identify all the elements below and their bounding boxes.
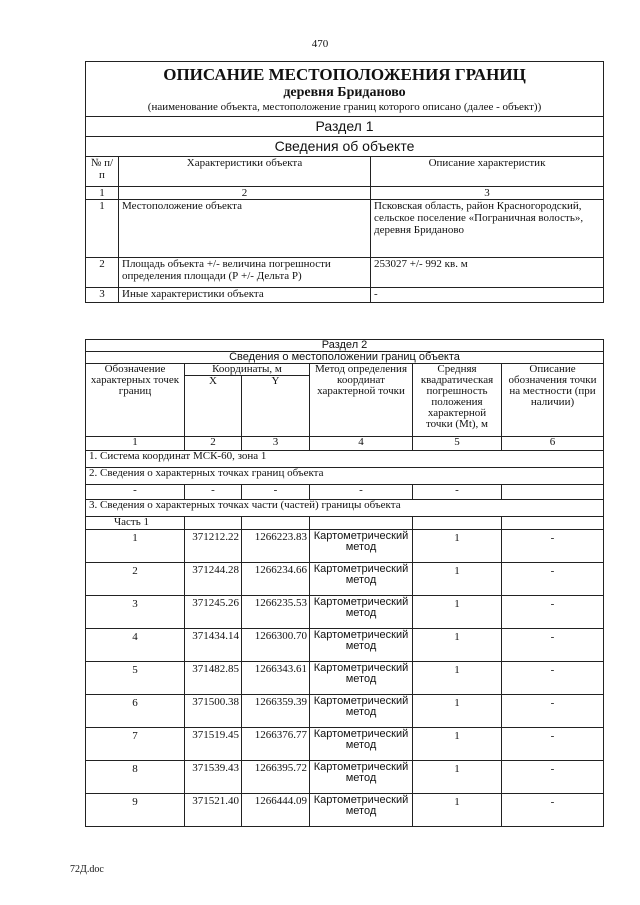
error-cell: 1 [413, 761, 502, 794]
table-row [86, 662, 604, 695]
section2-subtitle: Сведения о местоположении границ объекта [86, 352, 604, 364]
coord-y: 1266359.39 [242, 695, 310, 728]
row-char: Площадь объекта +/- величина погрешности определения площади (Р +/- Дельта Р) [119, 258, 371, 288]
point-number: 6 [86, 695, 185, 728]
row-desc: Псковская область, район Красногородский, сельское поселение «Пограничная волость», деревня Бриданово [371, 200, 604, 258]
coord-y: 1266376.77 [242, 728, 310, 761]
table-row [86, 761, 604, 794]
file-name: 72Д.doc [70, 864, 104, 875]
col-point-header: Обозначение характерных точек границ [86, 364, 185, 437]
index-cell: 6 [502, 437, 604, 451]
method-cell: Картометрический метод [310, 530, 413, 563]
section2-title: Раздел 2 [86, 340, 604, 352]
row-num: 1 [86, 200, 119, 258]
coord-y: 1266395.72 [242, 761, 310, 794]
row-desc: 253027 +/- 992 кв. м [371, 258, 604, 288]
col-char-header: Характеристики объекта [119, 157, 371, 187]
point-desc: - [502, 728, 604, 761]
point-desc: - [502, 662, 604, 695]
coord-x: 371539.43 [185, 761, 242, 794]
error-cell: 1 [413, 596, 502, 629]
point-desc: - [502, 695, 604, 728]
dash-cell: - [413, 485, 502, 500]
error-cell: 1 [413, 794, 502, 827]
method-cell: Картометрический метод [310, 695, 413, 728]
error-cell: 1 [413, 629, 502, 662]
point-number: 4 [86, 629, 185, 662]
coord-x: 371519.45 [185, 728, 242, 761]
coord-x: 371482.85 [185, 662, 242, 695]
index-cell: 1 [86, 437, 185, 451]
table-row [86, 563, 604, 596]
table-row [86, 258, 604, 288]
point-desc: - [502, 530, 604, 563]
table-row [86, 728, 604, 761]
object-name: деревня Бриданово [86, 85, 604, 101]
col-x-header: X [185, 376, 242, 437]
coord-system-row: 1. Система координат МСК-60, зона 1 [86, 451, 604, 468]
col-desc-header: Описание обозначения точки на местности (при наличии) [502, 364, 604, 437]
table-row [86, 794, 604, 827]
col-method-header: Метод определения координат характерной точки [310, 364, 413, 437]
coord-y: 1266300.70 [242, 629, 310, 662]
section2-table [85, 339, 604, 827]
empty-cell [242, 517, 310, 530]
error-cell: 1 [413, 563, 502, 596]
method-cell: Картометрический метод [310, 629, 413, 662]
method-cell: Картометрический метод [310, 596, 413, 629]
point-number: 8 [86, 761, 185, 794]
method-cell: Картометрический метод [310, 728, 413, 761]
part-points-row: 3. Сведения о характерных точках части (частей) границы объекта [86, 500, 604, 517]
error-cell: 1 [413, 662, 502, 695]
coord-y: 1266343.61 [242, 662, 310, 695]
row-num: 2 [86, 258, 119, 288]
index-cell: 5 [413, 437, 502, 451]
table-row [86, 596, 604, 629]
point-desc: - [502, 629, 604, 662]
empty-cell [502, 517, 604, 530]
method-cell: Картометрический метод [310, 563, 413, 596]
index-cell: 1 [86, 187, 119, 200]
dash-cell: - [242, 485, 310, 500]
section1-table [85, 61, 604, 303]
coord-y: 1266235.53 [242, 596, 310, 629]
dash-cell: - [310, 485, 413, 500]
index-cell: 2 [185, 437, 242, 451]
error-cell: 1 [413, 530, 502, 563]
section1-subtitle: Сведения об объекте [86, 137, 604, 157]
coord-x: 371434.14 [185, 629, 242, 662]
point-number: 1 [86, 530, 185, 563]
row-char: Иные характеристики объекта [119, 288, 371, 303]
coord-x: 371244.28 [185, 563, 242, 596]
coord-x: 371245.26 [185, 596, 242, 629]
coord-y: 1266223.83 [242, 530, 310, 563]
error-cell: 1 [413, 728, 502, 761]
col-coords-header: Координаты, м [185, 364, 310, 376]
error-cell: 1 [413, 695, 502, 728]
coord-x: 371212.22 [185, 530, 242, 563]
empty-cell [502, 485, 604, 500]
dash-cell: - [185, 485, 242, 500]
col-error-header: Средняя квадратическая погрешность положения характерной точки (Mt), м [413, 364, 502, 437]
point-desc: - [502, 596, 604, 629]
page-number: 470 [311, 38, 329, 50]
coord-x: 371500.38 [185, 695, 242, 728]
col-desc-header: Описание характеристик [371, 157, 604, 187]
document-title: ОПИСАНИЕ МЕСТОПОЛОЖЕНИЯ ГРАНИЦ [86, 62, 604, 86]
table-row [86, 695, 604, 728]
point-number: 5 [86, 662, 185, 695]
row-num: 3 [86, 288, 119, 303]
empty-cell [185, 517, 242, 530]
col-num-header: № п/п [86, 157, 119, 187]
empty-cell [310, 517, 413, 530]
point-desc: - [502, 563, 604, 596]
method-cell: Картометрический метод [310, 794, 413, 827]
method-cell: Картометрический метод [310, 761, 413, 794]
point-number: 3 [86, 596, 185, 629]
boundary-points-row: 2. Сведения о характерных точках границ объекта [86, 468, 604, 485]
coord-x: 371521.40 [185, 794, 242, 827]
col-y-header: Y [242, 376, 310, 437]
point-desc: - [502, 761, 604, 794]
point-number: 7 [86, 728, 185, 761]
section1-title: Раздел 1 [86, 117, 604, 137]
table-row [86, 629, 604, 662]
point-number: 9 [86, 794, 185, 827]
part-label: Часть 1 [86, 517, 185, 530]
table-row [86, 288, 604, 303]
dash-cell: - [86, 485, 185, 500]
table-row [86, 200, 604, 258]
coord-y: 1266234.66 [242, 563, 310, 596]
index-cell: 3 [242, 437, 310, 451]
point-number: 2 [86, 563, 185, 596]
object-note: (наименование объекта, местоположение границ которого описано (далее - объект)) [86, 101, 604, 117]
coord-y: 1266444.09 [242, 794, 310, 827]
row-char: Местоположение объекта [119, 200, 371, 258]
index-cell: 3 [371, 187, 604, 200]
empty-cell [413, 517, 502, 530]
method-cell: Картометрический метод [310, 662, 413, 695]
table-row [86, 530, 604, 563]
index-cell: 2 [119, 187, 371, 200]
point-desc: - [502, 794, 604, 827]
row-desc: - [371, 288, 604, 303]
index-cell: 4 [310, 437, 413, 451]
